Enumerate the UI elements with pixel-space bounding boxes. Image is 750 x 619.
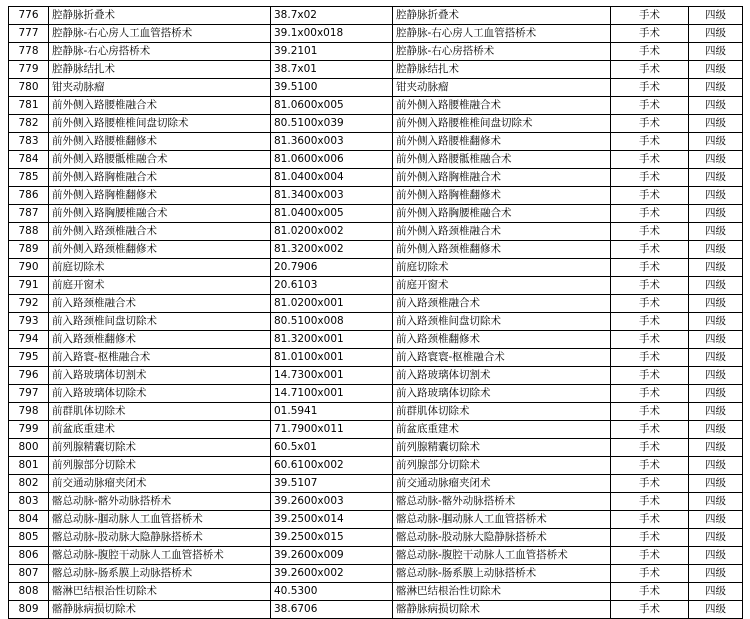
surgery-level: 四级	[689, 223, 743, 241]
table-row	[9, 367, 743, 385]
surgery-name: 前入路寰-枢椎融合术	[49, 349, 271, 367]
surgery-code: 81.3200x002	[271, 241, 393, 259]
surgery-level: 四级	[689, 493, 743, 511]
surgery-name-alt: 髂总动脉-髂外动脉搭桥术	[393, 493, 611, 511]
surgery-type: 手术	[611, 241, 689, 259]
surgery-type: 手术	[611, 529, 689, 547]
surgery-name-alt: 腔静脉折叠术	[393, 7, 611, 25]
table-row	[9, 223, 743, 241]
table-row	[9, 421, 743, 439]
row-index: 805	[9, 529, 49, 547]
table-row	[9, 241, 743, 259]
surgery-level: 四级	[689, 421, 743, 439]
row-index: 779	[9, 61, 49, 79]
surgery-name-alt: 腔静脉-右心房搭桥术	[393, 43, 611, 61]
table-row	[9, 457, 743, 475]
table-row	[9, 97, 743, 115]
surgery-name: 前入路颈椎融合术	[49, 295, 271, 313]
row-index: 778	[9, 43, 49, 61]
surgery-level: 四级	[689, 295, 743, 313]
surgery-code: 39.2600x009	[271, 547, 393, 565]
surgery-type: 手术	[611, 61, 689, 79]
row-index: 793	[9, 313, 49, 331]
surgery-name: 前外侧入路胸椎翻修术	[49, 187, 271, 205]
table-row	[9, 403, 743, 421]
table-row	[9, 529, 743, 547]
surgery-name-alt: 髂总动脉-股动脉大隐静脉搭桥术	[393, 529, 611, 547]
surgery-level: 四级	[689, 7, 743, 25]
surgery-level: 四级	[689, 439, 743, 457]
surgery-type: 手术	[611, 565, 689, 583]
surgery-level: 四级	[689, 529, 743, 547]
surgery-level: 四级	[689, 565, 743, 583]
surgery-level: 四级	[689, 349, 743, 367]
surgery-type: 手术	[611, 277, 689, 295]
surgery-name-alt: 髂静脉病损切除术	[393, 601, 611, 619]
surgery-type: 手术	[611, 331, 689, 349]
surgery-code: 20.7906	[271, 259, 393, 277]
surgery-code: 81.3200x001	[271, 331, 393, 349]
table-row	[9, 61, 743, 79]
surgery-code: 01.5941	[271, 403, 393, 421]
surgery-code: 40.5300	[271, 583, 393, 601]
surgery-name-alt: 前外侧入路腰椎融合术	[393, 97, 611, 115]
surgery-name: 前外侧入路腰椎翻修术	[49, 133, 271, 151]
row-index: 809	[9, 601, 49, 619]
table-row	[9, 43, 743, 61]
surgery-name: 髂总动脉-股动脉大隐静脉搭桥术	[49, 529, 271, 547]
surgery-code: 81.3600x003	[271, 133, 393, 151]
surgery-type: 手术	[611, 169, 689, 187]
surgery-type: 手术	[611, 43, 689, 61]
surgery-level: 四级	[689, 43, 743, 61]
table-body	[9, 7, 743, 619]
surgery-code: 81.0200x001	[271, 295, 393, 313]
surgery-level: 四级	[689, 511, 743, 529]
table-row	[9, 133, 743, 151]
table-row	[9, 259, 743, 277]
table-row	[9, 547, 743, 565]
surgery-name-alt: 髂总动脉-肠系膜上动脉搭桥术	[393, 565, 611, 583]
surgery-code: 14.7100x001	[271, 385, 393, 403]
surgery-name: 钳夹动脉瘤	[49, 79, 271, 97]
surgery-name: 腔静脉结扎术	[49, 61, 271, 79]
surgery-name-alt: 前入路寰寰-枢椎融合术	[393, 349, 611, 367]
surgery-code: 39.2500x014	[271, 511, 393, 529]
surgery-code: 38.6706	[271, 601, 393, 619]
row-index: 802	[9, 475, 49, 493]
surgery-level: 四级	[689, 115, 743, 133]
table-row	[9, 601, 743, 619]
surgery-name-alt: 前群肌体切除术	[393, 403, 611, 421]
row-index: 782	[9, 115, 49, 133]
row-index: 788	[9, 223, 49, 241]
row-index: 797	[9, 385, 49, 403]
row-index: 804	[9, 511, 49, 529]
table-row	[9, 25, 743, 43]
surgery-name-alt: 前外侧入路颈椎融合术	[393, 223, 611, 241]
surgery-name: 前外侧入路腰椎融合术	[49, 97, 271, 115]
surgery-name: 前入路玻璃体切割术	[49, 367, 271, 385]
surgery-level: 四级	[689, 79, 743, 97]
surgery-level: 四级	[689, 277, 743, 295]
row-index: 786	[9, 187, 49, 205]
surgery-code: 38.7x02	[271, 7, 393, 25]
surgery-name-alt: 前交通动脉瘤夹闭术	[393, 475, 611, 493]
surgery-type: 手术	[611, 115, 689, 133]
row-index: 795	[9, 349, 49, 367]
surgery-type: 手术	[611, 97, 689, 115]
surgery-name: 前外侧入路腰椎椎间盘切除术	[49, 115, 271, 133]
surgery-level: 四级	[689, 97, 743, 115]
surgery-name: 前盆底重建术	[49, 421, 271, 439]
surgery-name: 前外侧入路颈椎翻修术	[49, 241, 271, 259]
surgery-level: 四级	[689, 367, 743, 385]
surgery-code: 81.0200x002	[271, 223, 393, 241]
surgery-type: 手术	[611, 367, 689, 385]
surgery-name-alt: 前外侧入路腰骶椎融合术	[393, 151, 611, 169]
surgery-code: 60.5x01	[271, 439, 393, 457]
row-index: 799	[9, 421, 49, 439]
surgery-level: 四级	[689, 457, 743, 475]
surgery-name-alt: 前外侧入路胸椎翻修术	[393, 187, 611, 205]
row-index: 796	[9, 367, 49, 385]
surgery-type: 手术	[611, 259, 689, 277]
surgery-level: 四级	[689, 205, 743, 223]
surgery-type: 手术	[611, 133, 689, 151]
surgery-code: 38.7x01	[271, 61, 393, 79]
row-index: 792	[9, 295, 49, 313]
surgery-name-alt: 钳夹动脉瘤	[393, 79, 611, 97]
surgery-code: 39.2101	[271, 43, 393, 61]
surgery-type: 手术	[611, 205, 689, 223]
surgery-name-alt: 前盆底重建术	[393, 421, 611, 439]
surgery-name: 前列腺精囊切除术	[49, 439, 271, 457]
surgery-name: 前入路颈椎间盘切除术	[49, 313, 271, 331]
surgery-type: 手术	[611, 79, 689, 97]
table-row	[9, 565, 743, 583]
surgery-type: 手术	[611, 475, 689, 493]
surgery-catalog-table	[8, 6, 743, 619]
surgery-name: 前交通动脉瘤夹闭术	[49, 475, 271, 493]
row-index: 808	[9, 583, 49, 601]
surgery-code: 81.3400x003	[271, 187, 393, 205]
surgery-code: 14.7300x001	[271, 367, 393, 385]
surgery-name: 腔静脉折叠术	[49, 7, 271, 25]
table-row	[9, 511, 743, 529]
table-row	[9, 169, 743, 187]
row-index: 806	[9, 547, 49, 565]
surgery-type: 手术	[611, 7, 689, 25]
surgery-name-alt: 前外侧入路腰椎翻修术	[393, 133, 611, 151]
row-index: 780	[9, 79, 49, 97]
surgery-name-alt: 前入路玻璃体切割术	[393, 367, 611, 385]
surgery-name-alt: 前入路玻璃体切除术	[393, 385, 611, 403]
surgery-code: 81.0600x006	[271, 151, 393, 169]
table-row	[9, 205, 743, 223]
surgery-code: 39.1x00x018	[271, 25, 393, 43]
surgery-name-alt: 前外侧入路腰椎椎间盘切除术	[393, 115, 611, 133]
surgery-level: 四级	[689, 61, 743, 79]
row-index: 789	[9, 241, 49, 259]
surgery-name: 腔静脉-右心房人工血管搭桥术	[49, 25, 271, 43]
surgery-type: 手术	[611, 25, 689, 43]
surgery-name: 腔静脉-右心房搭桥术	[49, 43, 271, 61]
surgery-type: 手术	[611, 601, 689, 619]
surgery-level: 四级	[689, 25, 743, 43]
table-row	[9, 493, 743, 511]
table-row	[9, 277, 743, 295]
surgery-name: 前外侧入路腰骶椎融合术	[49, 151, 271, 169]
row-index: 790	[9, 259, 49, 277]
surgery-code: 39.5100	[271, 79, 393, 97]
surgery-type: 手术	[611, 295, 689, 313]
row-index: 798	[9, 403, 49, 421]
table-row	[9, 313, 743, 331]
surgery-code: 81.0400x005	[271, 205, 393, 223]
surgery-name-alt: 腔静脉结扎术	[393, 61, 611, 79]
surgery-level: 四级	[689, 583, 743, 601]
surgery-name: 髂静脉病损切除术	[49, 601, 271, 619]
surgery-type: 手术	[611, 493, 689, 511]
surgery-name: 前外侧入路胸腰椎融合术	[49, 205, 271, 223]
surgery-type: 手术	[611, 457, 689, 475]
surgery-level: 四级	[689, 259, 743, 277]
surgery-level: 四级	[689, 313, 743, 331]
surgery-code: 39.2600x002	[271, 565, 393, 583]
surgery-type: 手术	[611, 439, 689, 457]
surgery-level: 四级	[689, 601, 743, 619]
surgery-name: 髂总动脉-髂外动脉搭桥术	[49, 493, 271, 511]
surgery-type: 手术	[611, 421, 689, 439]
table-row	[9, 331, 743, 349]
row-index: 777	[9, 25, 49, 43]
table-row	[9, 349, 743, 367]
surgery-level: 四级	[689, 187, 743, 205]
surgery-name-alt: 前入路颈椎翻修术	[393, 331, 611, 349]
surgery-name: 前列腺部分切除术	[49, 457, 271, 475]
surgery-type: 手术	[611, 313, 689, 331]
surgery-name: 前庭切除术	[49, 259, 271, 277]
surgery-name-alt: 前外侧入路胸腰椎融合术	[393, 205, 611, 223]
surgery-name: 前外侧入路颈椎融合术	[49, 223, 271, 241]
surgery-name-alt: 髂淋巴结根治性切除术	[393, 583, 611, 601]
surgery-level: 四级	[689, 133, 743, 151]
row-index: 781	[9, 97, 49, 115]
row-index: 794	[9, 331, 49, 349]
row-index: 807	[9, 565, 49, 583]
surgery-level: 四级	[689, 241, 743, 259]
surgery-name: 前入路颈椎翻修术	[49, 331, 271, 349]
surgery-level: 四级	[689, 475, 743, 493]
table-row	[9, 583, 743, 601]
surgery-name-alt: 前庭切除术	[393, 259, 611, 277]
surgery-level: 四级	[689, 169, 743, 187]
row-index: 791	[9, 277, 49, 295]
surgery-name-alt: 前外侧入路颈椎翻修术	[393, 241, 611, 259]
surgery-code: 81.0600x005	[271, 97, 393, 115]
surgery-name-alt: 前入路颈椎融合术	[393, 295, 611, 313]
surgery-code: 71.7900x011	[271, 421, 393, 439]
surgery-type: 手术	[611, 583, 689, 601]
surgery-type: 手术	[611, 547, 689, 565]
surgery-name-alt: 前庭开窗术	[393, 277, 611, 295]
row-index: 803	[9, 493, 49, 511]
surgery-type: 手术	[611, 385, 689, 403]
table-row	[9, 7, 743, 25]
surgery-type: 手术	[611, 151, 689, 169]
surgery-level: 四级	[689, 403, 743, 421]
surgery-code: 39.2500x015	[271, 529, 393, 547]
table-row	[9, 151, 743, 169]
row-index: 787	[9, 205, 49, 223]
table-row	[9, 79, 743, 97]
surgery-name: 髂总动脉-腹腔干动脉人工血管搭桥术	[49, 547, 271, 565]
surgery-code: 81.0100x001	[271, 349, 393, 367]
surgery-type: 手术	[611, 187, 689, 205]
surgery-code: 80.5100x039	[271, 115, 393, 133]
table-row	[9, 385, 743, 403]
surgery-type: 手术	[611, 223, 689, 241]
surgery-name: 髂总动脉-肠系膜上动脉搭桥术	[49, 565, 271, 583]
row-index: 783	[9, 133, 49, 151]
surgery-name-alt: 髂总动脉-腘动脉人工血管搭桥术	[393, 511, 611, 529]
row-index: 801	[9, 457, 49, 475]
surgery-name-alt: 前列腺部分切除术	[393, 457, 611, 475]
table-row	[9, 187, 743, 205]
surgery-code: 39.2600x003	[271, 493, 393, 511]
row-index: 800	[9, 439, 49, 457]
surgery-code: 39.5107	[271, 475, 393, 493]
surgery-name: 前入路玻璃体切除术	[49, 385, 271, 403]
surgery-code: 20.6103	[271, 277, 393, 295]
table-row	[9, 475, 743, 493]
table-row	[9, 439, 743, 457]
table-row	[9, 295, 743, 313]
surgery-level: 四级	[689, 151, 743, 169]
surgery-name-alt: 前列腺精囊切除术	[393, 439, 611, 457]
surgery-type: 手术	[611, 403, 689, 421]
surgery-type: 手术	[611, 511, 689, 529]
row-index: 776	[9, 7, 49, 25]
surgery-level: 四级	[689, 385, 743, 403]
surgery-code: 80.5100x008	[271, 313, 393, 331]
surgery-name: 前庭开窗术	[49, 277, 271, 295]
surgery-level: 四级	[689, 547, 743, 565]
surgery-name: 前外侧入路胸椎融合术	[49, 169, 271, 187]
surgery-name-alt: 髂总动脉-腹腔干动脉人工血管搭桥术	[393, 547, 611, 565]
surgery-name-alt: 腔静脉-右心房人工血管搭桥术	[393, 25, 611, 43]
row-index: 785	[9, 169, 49, 187]
row-index: 784	[9, 151, 49, 169]
surgery-name: 前群肌体切除术	[49, 403, 271, 421]
surgery-level: 四级	[689, 331, 743, 349]
table-row	[9, 115, 743, 133]
surgery-code: 60.6100x002	[271, 457, 393, 475]
surgery-name-alt: 前入路颈椎间盘切除术	[393, 313, 611, 331]
surgery-name: 髂总动脉-腘动脉人工血管搭桥术	[49, 511, 271, 529]
surgery-code: 81.0400x004	[271, 169, 393, 187]
surgery-name: 髂淋巴结根治性切除术	[49, 583, 271, 601]
surgery-type: 手术	[611, 349, 689, 367]
surgery-name-alt: 前外侧入路胸椎融合术	[393, 169, 611, 187]
